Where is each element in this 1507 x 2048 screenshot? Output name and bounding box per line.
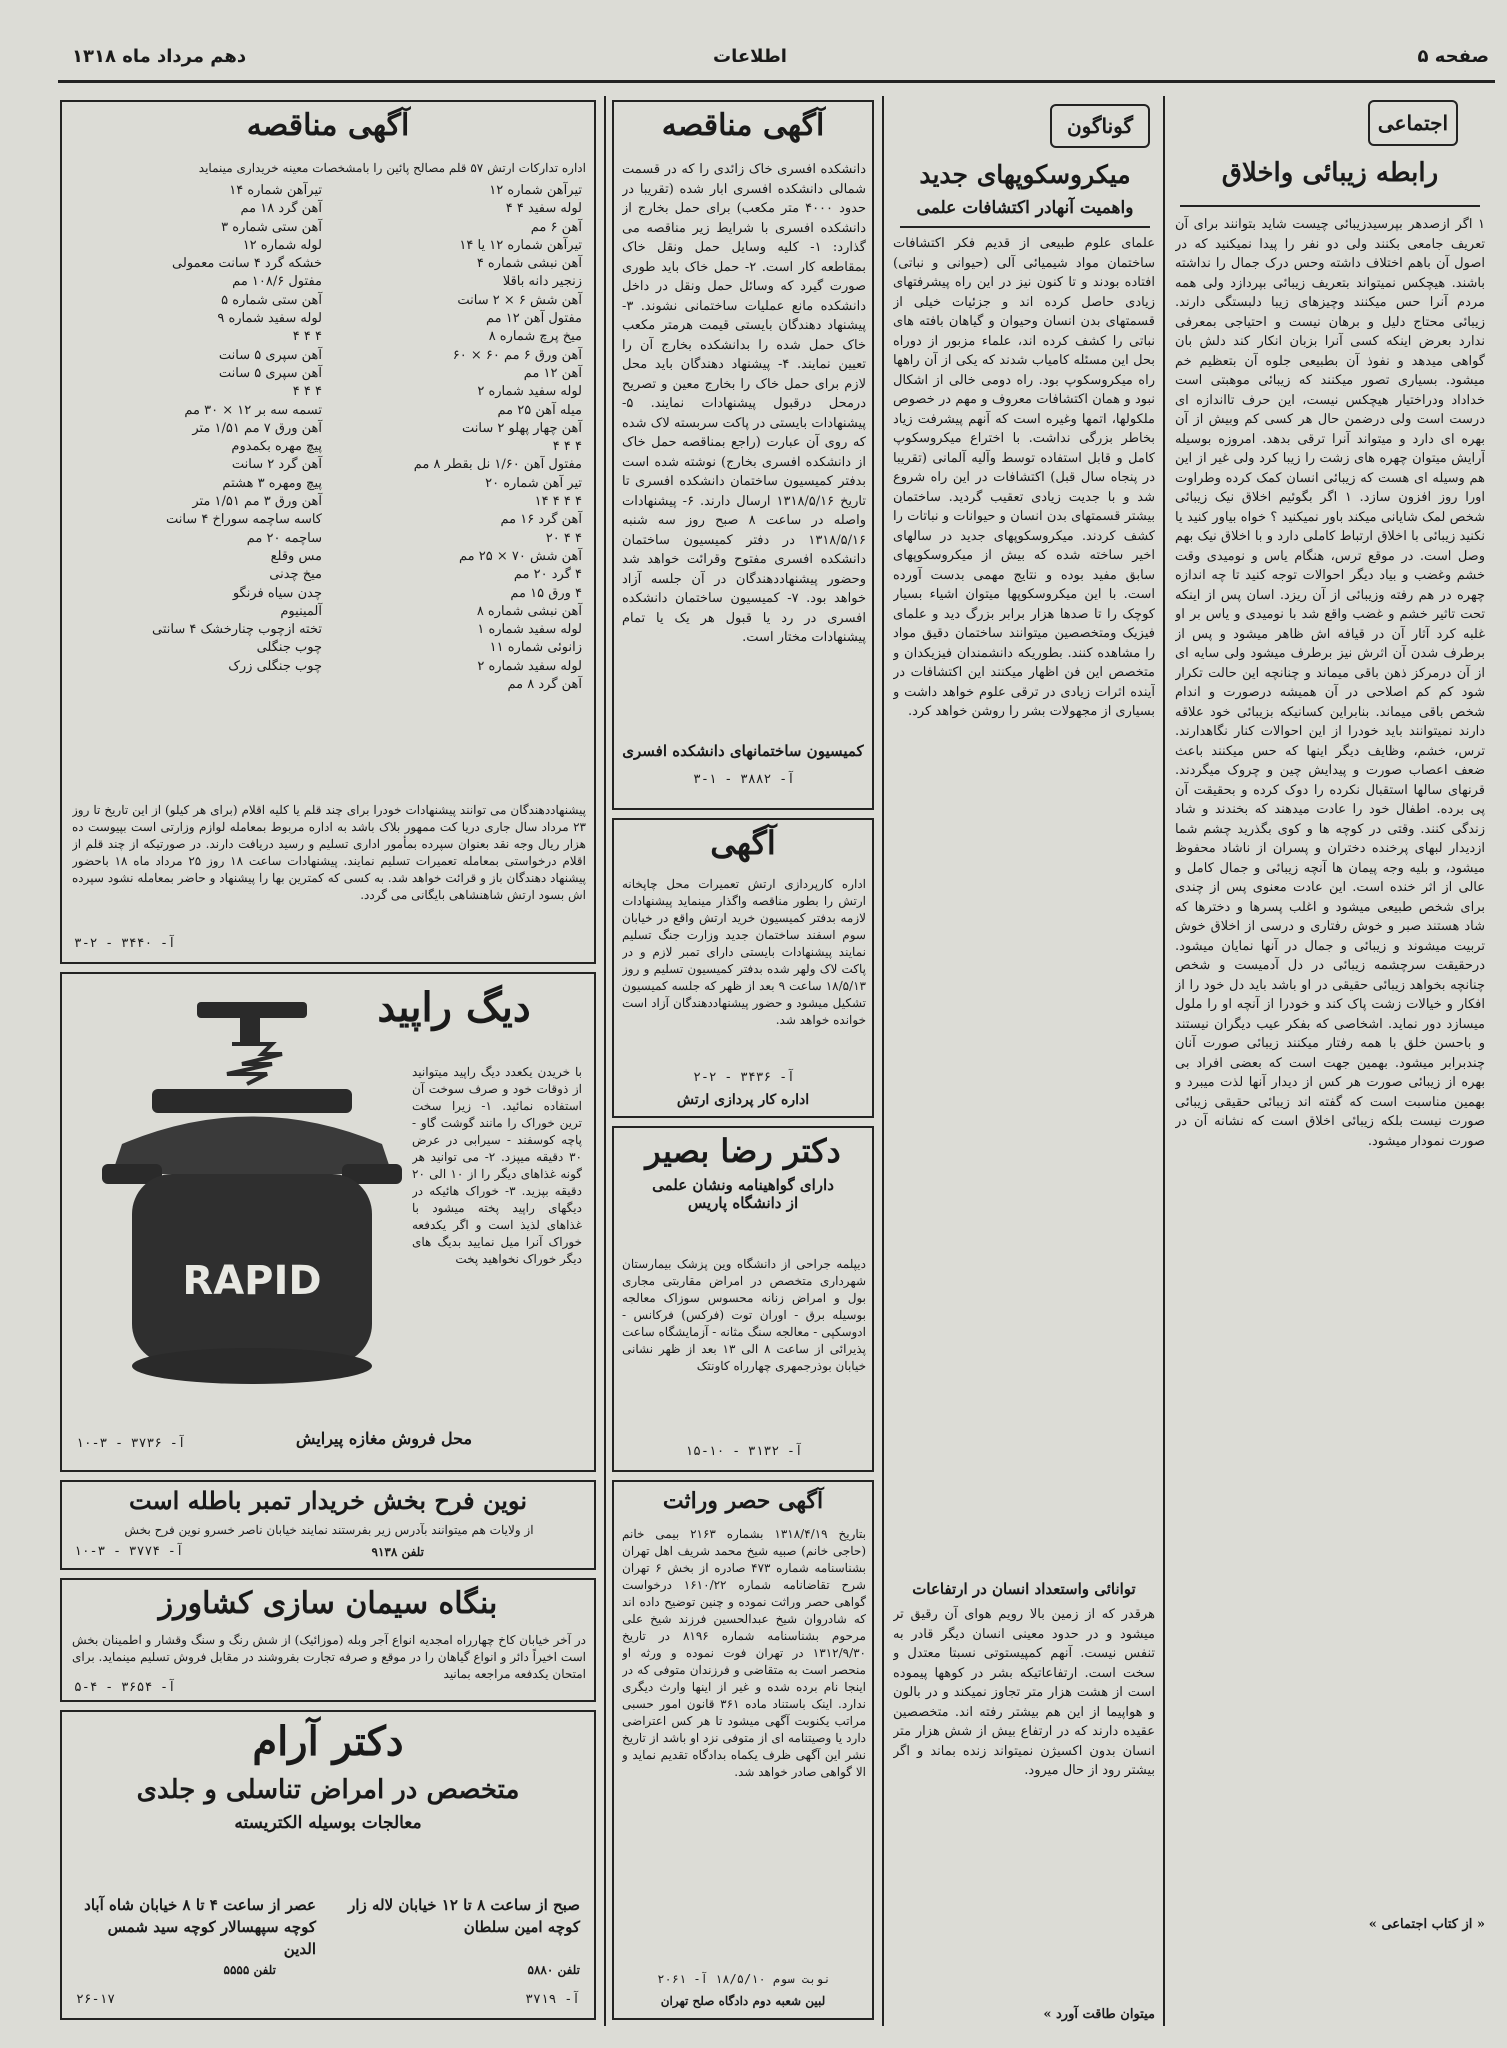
ad-body: پیشنهاددهندگان می توانند پیشنهادات خودرا برای چند قلم یا کلیه اقلام (برای هر کیلو) از این تاریخ تا روز ۲۳ مرداد سال جاری دریا کت ممهور بلاک باشد به اداره مربوط بمعامله لوازم وزارتی است بپیوست ده هزار ریال وجه نقد بعنوان سپرده بمأمور اداری تسلیم و رسید دریافت دارند. در صورتیکه از چند قلم از اقلام درخواستی بمعامله تعمیرات تسلیم نمایند. پیشنهادات ساعت ۱۸ روز ۲۵ مرداد ماه ۱۸ باحضور پیشنهاد دهندگان باز و قرائت خواهد شد. به کسی که کمترین بها را پیشنهاد و حاضر بمعامله نشود سپرده اش بسود ارتش شاهنشاهی بایگانی می گردد. (72, 803, 586, 902)
list-item: زنجیر دانه باقلا (502, 274, 582, 290)
list-item: میخ پرچ شماره ۸ (488, 329, 582, 345)
hours-morning: صبح از ساعت ۸ تا ۱۲ خیابان لاله زار کوچه امین سلطان (348, 1896, 580, 1936)
ad-body: بتاریخ ۱۳۱۸/۴/۱۹ بشماره ۲۱۶۳ بیمی خانم (حاجی خانم) صبیه شیخ محمد شریف اهل تهران بشناسنامه شماره ۴۷۳ صادره از بخش ۶ تهران شرح تقاضانامه شماره ۱۶۱۰/۲۲ درخواست گواهی حصر وراثت نموده و چنین توضیح داده اند که شادروان شیخ عبدالحسین فرزند شیخ علی مرحوم بشناسنامه شماره ۸۱۹۶ در تاریخ ۱۳۱۲/۹/۳۰ در تهران فوت نموده و ورثه او منحصر است به متقاضی و فرزندان متوفی که در اینجا نام برده شده و غیر از اینها وارث دیگری ندارد. اینک باستناد ماده ۳۶۱ قانون امور حسبی مراتب یکنوبت آگهی میشود تا هر کس اعتراضی دارد یا وصیتنامه ای از متوفی نزد او باشد از تاریخ نشر این آگهی ظرف یکماه بدادگاه تقدیم نماید و الا گواهی صادر خواهد شد. (622, 1527, 866, 1779)
list-item: تیرآهن شماره ۱۲ (489, 183, 582, 198)
tender-ad-box (612, 100, 874, 810)
ad-body: با خریدن یکعدد دیگ راپید میتوانید از ذوقات خود و صرف سوخت آن استفاده نمائید. ۱- زیرا سخت ترین خوراک را مانند گوشت گاو - پاچه کوسفند - سیرابی در عرض ۳۰ دقیقه میپزد. ۲- می توانید هر گونه غذاهای دیگر را از ۱۰ الی ۲۰ دقیقه بپزید. ۳- خوراک هائیکه در دیگهای راپید پخته میشود با غذاهای لذیذ است و اگر یکدفعه خوراک آنرا میل نمایید بدیگ های دیگر خوراک نخواهید پخت (412, 1065, 582, 1266)
header-rule (58, 80, 1495, 83)
ad-code: آ- ۳۱۳۲ - ۱۰-۱۵ (685, 1444, 803, 1459)
doctor-ad-box (60, 1710, 596, 2020)
section-badge: اجتماعی (1368, 100, 1458, 146)
list-item: آهن شش ۷۰ × ۲۵ مم (459, 548, 582, 564)
list-item: آهن گرد ۲ سانت (231, 457, 322, 473)
list-item: ۴ ۴ ۴ (552, 439, 582, 455)
list-item: آلمینیوم (280, 603, 322, 619)
ad-code: آ- ۳۷۷۴ - ۳-۱۰ (74, 1544, 184, 1559)
list-item: ۴ گرد ۲۰ مم (513, 567, 582, 583)
ad-body: از ولایات هم میتوانند بآدرس زیر بفرستند نمایند خیابان ناصر خسرو نوین فرح بخش (124, 1523, 534, 1537)
sales-location: محل فروش مغازه پیرایش (295, 1429, 473, 1448)
list-item: آهن نبشی شماره ۴ (476, 256, 582, 272)
list-item: مفتول آهن ۱۲ مم (486, 311, 582, 327)
ad-code: آ- ۳۴۴۰ - ۲-۳ (74, 936, 176, 951)
list-item: آهن ورق ۳ مم ۱/۵۱ متر (192, 494, 322, 510)
ad-title: آگهی (710, 824, 776, 862)
doctor-name: دکتر رضا بصیر (645, 1132, 841, 1170)
list-item: آهن چهار پهلو ۲ سانت (461, 420, 582, 436)
list-item: تسمه سه بر ۱۲ × ۳۰ مم (184, 402, 322, 418)
doctor-name: دکتر آرام (252, 1718, 404, 1765)
ad-body: اداره کارپردازی ارتش تعمیرات محل چاپخانه ارتش را بطور مناقصه واگذار مینماید پیشنهادات لازمه بدفتر کمیسیون خرید ارتش واقع در خیابان سوم اسفند ساختمان جدید وزارت جنگ تسلیم نمایند پیشنهادات بایستی دارای تمبر لازم و در پاکت لاک ولهر شده بدفتر کمیسیون تسلیم و روز ۱۸/۵/۱۳ ساعت ۹ بعد از ظهر که جلسه کمیسیون تشکیل میشود و حضور پیشنهاددهندگان آزاد است خوانده خواهد شد. (622, 877, 866, 1027)
cement-ad-box (60, 1578, 596, 1702)
doctor-treatment: معالجات بوسیله الکتریسته (234, 1813, 422, 1833)
hours-evening: عصر از ساعت ۴ تا ۸ خیابان شاه آباد کوچه سپهسالار کوچه سید شمس الدین (84, 1896, 316, 1958)
ad-title: نوین فرح بخش خریدار تمبر باطله است (128, 1486, 528, 1515)
title-rule (900, 226, 1150, 228)
list-item: تیر آهن شماره ۲۰ (485, 475, 582, 491)
ad-code: آ- ۳۷۳۶ - ۳-۱۰ (76, 1436, 186, 1451)
ad-code: آ- ۳۴۳۶ - ۲-۲ (693, 1070, 795, 1085)
list-item: زانوئی شماره ۱۱ (489, 640, 582, 656)
list-item: مس وقلع (270, 548, 322, 564)
ad-code: آ- ۳۷۱۹ (525, 1992, 580, 2007)
list-item: تیرآهن شماره ۱۴ (229, 183, 322, 198)
ad-title: دیگ راپید (377, 984, 531, 1031)
list-item: آهن ورق ۶ مم ۶۰ × ۶۰ (452, 347, 582, 363)
list-item: آهن ستی شماره ۵ (221, 292, 322, 308)
issue-date: دهم مرداد ماه ۱۳۱۸ (72, 46, 247, 67)
list-item: آهن ورق ۷ مم ۱/۵۱ متر (192, 420, 322, 436)
article-title: میکروسکوپهای جدید (919, 160, 1131, 189)
ad-phone: تلفن ۹۱۳۸ (371, 1545, 424, 1559)
stamp-buyer-ad-box (60, 1480, 596, 1570)
tender-ad-box (60, 100, 596, 964)
list-item: ۴ ۴ ۴ (292, 329, 322, 345)
doctor-university: از دانشگاه پاریس (687, 1194, 799, 1212)
list-item: آهن ۱۲ مم (523, 365, 582, 381)
list-item: خشکه گرد ۴ سانت معمولی (172, 256, 322, 272)
list-item: لوله سفید شماره ۹ (217, 311, 322, 327)
ad-title: بنگاه سیمان سازی کشاورز (158, 1586, 498, 1621)
column-divider (882, 96, 884, 2026)
list-item: مفتول آهن ۱/۶۰ نل بقطر ۸ مم (413, 457, 582, 473)
article-source: « از کتاب اجتماعی » (1368, 1917, 1485, 1932)
list-item: لوله سفید شماره ۲ (477, 658, 582, 674)
list-item: ۴ ورق ۱۵ مم (510, 585, 582, 601)
list-item: آهن سپری ۵ سانت (218, 347, 322, 363)
list-item: ۴ ۴ ۲۰ (545, 530, 582, 546)
ad-title: آگهی مناقصه (661, 108, 825, 143)
items-list-left (72, 182, 322, 676)
brand-label: RAPID (182, 1258, 322, 1304)
doctor-specialty: متخصص در امراض تناسلی و جلدی (136, 1775, 520, 1805)
ad-body: در آخر خیابان کاخ چهارراه امجدیه انواع آجر وبله (موزائیک) از شش رنگ و سنگ وقشار و اطمینان بخش است اخیراً دائر و انواع گیاهان را در موقع و صرفه تجارت بفروشند در مقابل فروش تسلیم مینماید. برای امتحان یکدفعه مراجعه بمانید (72, 1633, 586, 1681)
list-item: لوله سفید ۴ ۴ (505, 201, 582, 217)
article-subhead: توانائی واستعداد انسان در ارتفاعات (912, 1580, 1136, 1598)
items-list-right (332, 182, 582, 694)
pressure-cooker-image (92, 994, 412, 1414)
column-divider (1163, 96, 1165, 2026)
list-item: میله آهن ۲۵ مم (497, 402, 582, 418)
list-item: آهن گرد ۱۸ مم (240, 201, 322, 217)
newspaper-name: اطلاعات (713, 46, 787, 67)
list-item: آهن گرد ۸ مم (507, 677, 582, 693)
ad-body: دیپلمه جراحی از دانشگاه وین پزشک بیمارستان شهرداری متخصص در امراض مقاربتی مجاری بول و امراض زنانه محسوس سوزاک معالجه بوسیله برق - اوران توت (فرکس) فرکانس - ادوسکپی - معالجه سنگ مثانه - آزمایشگاه ساعت پذیرائی از ساعت ۸ الی ۱۳ بعد از ظهر نشانی خیابان بوذرجمهری چهارراه کاونتک (622, 1257, 866, 1373)
list-item: آهن شش ۶ × ۲ سانت (457, 292, 582, 308)
article-body: هرقدر که از زمین بالا رویم هوای آن رقیق تر میشود و در حدود معینی انسان دیگر قادر به تنفس نیست. آنهم کمپیستوتی نسبتا معتدل و سخت است. ارتفاعاتیکه بشر در کوهها پیموده است از هشت هزار متر تجاوز نمیکند و در بالون و هواپیما از این هم بیشتر رفته اند. متخصصین عقیده دارند که در ارتفاع بیش از شش هزار متر انسان بدون اکسیژن نمیتواند زنده بماند و اگر بیشتر رود از حال میرود. (893, 1607, 1155, 1778)
list-item: لوله سفید شماره ۲ (477, 384, 582, 400)
list-item: پیچ ومهره ۳ هشتم (222, 475, 322, 491)
inheritance-ad-box (612, 1480, 874, 2020)
list-item: مفتول ۱۰۸/۶ مم (232, 274, 322, 290)
section-badge: گوناگون (1050, 104, 1150, 148)
list-item: میخ چدنی (269, 567, 322, 583)
ad-court: لبین شعبه دوم دادگاه صلح تهران (660, 1994, 826, 2008)
list-item: آهن سپری ۵ سانت (218, 365, 322, 381)
phone-morning: تلفن ۵۸۸۰ (527, 1963, 580, 1977)
list-item: آهن ستی شماره ۳ (221, 219, 322, 235)
list-item: تیرآهن شماره ۱۲ یا ۱۴ (459, 237, 582, 253)
list-item: ساچمه ۲۰ مم (246, 530, 322, 546)
column-divider (604, 96, 606, 2026)
list-item: کاسه ساچمه سوراخ ۴ سانت (165, 512, 322, 528)
list-item: تخته ازچوب چنارخشک ۴ سانتی (151, 622, 322, 638)
article-title: رابطه زیبائی واخلاق (1221, 158, 1439, 188)
ad-code: آ- ۳۸۸۲ - ۱-۳ (693, 772, 795, 787)
list-item: آهن گرد ۱۶ مم (500, 512, 582, 528)
list-item: چوب جنگلی (256, 640, 322, 656)
doctor-ad-box (612, 1126, 874, 1472)
list-item: لوله سفید شماره ۱ (477, 622, 582, 638)
list-item: چوب جنگلی زرک (228, 658, 322, 674)
phone-evening: تلفن ۵۵۵۵ (223, 1963, 276, 1977)
ad-code: ۲۶-۱۷ (76, 1992, 116, 2007)
ad-signature: کمیسیون ساختمانهای دانشکده افسری (622, 742, 864, 760)
list-item: ۴ ۴ ۴ ۱۴ (534, 494, 582, 510)
ad-title: آگهی مناقصه (246, 108, 410, 143)
list-item: آهن ۶ مم (530, 219, 582, 235)
rapid-ad-box (60, 972, 596, 1472)
list-item: چدن سیاه فرنگو (232, 585, 322, 601)
ad-signature: اداره کار پردازی ارتش (676, 1092, 810, 1108)
list-item: پیچ مهره بکمدوم (231, 439, 322, 455)
ad-body: دانشکده افسری خاک زائدی را که در قسمت شمالی دانشکده افسری ابار شده (تقریبا در حدود ۴۰۰۰ متر مکعب) برای حمل بخارج از دانشکده افسری با شرایط زیر مناقصه می گذارد: ۱- کلیه وسایل حمل ونقل خاک بمقاطعه کار است. ۲- حمل خاک باید طوری صورت گیرد که وسائل حمل ونقل در داخل دانشکده مانع عملیات ساختمانی نشوند. ۳- پیشنهاد دهندگان بایستی قیمت هرمتر مکعب خاک حمل شده را بدانشکده بخارج آن را تعیین نمایند. ۴- پیشنهاد دهندگان باید محل لازم برای حمل خاک را بخارج معین و تصریح درمحل درقبول پیشنهادات نمایند. ۵- پیشنهادات بایستی در پاکت سربسته لاک شده که روی آن عبارت (راجع بمناقصه حمل خاک از دانشکده افسری بخارج) نوشته شده است بدفتر کمیسیون ساختمان دانشکده افسری تا تاریخ ۱۳۱۸/۵/۱۶ ارسال دارند. ۶- پیشنهادات واصله در ساعت ۸ صبح روز سه شنبه ۱۳۱۸/۵/۱۶ در دفتر کمیسیون ساختمان دانشکده افسری مفتوح وقرائت خواهد شد وحضور پیشنهاددهندگان در آن جلسه آزاد خواهد بود. ۷- کمیسیون ساختمان دانشکده افسری در رد یا قبول هر یک یا تمام پیشنهادات مختار است. (622, 162, 866, 645)
ad-intro: اداره تدارکات ارتش ۵۷ قلم مصالح پائین را بامشخصات معینه خریداری مینماید (198, 161, 586, 175)
title-rule (1180, 205, 1480, 207)
list-item: ۴ ۴ ۴ (292, 384, 322, 400)
article-body: علمای علوم طبیعی از قدیم فکر اکتشافات ساختمان مواد شیمیائی آلی (حیوانی و نباتی) افتاده بودند و تا کنون نیز در این راه پیشرفتهای زیادی حاصل کرده اند و جزئیات خیلی از قسمتهای بدن انسان وحیوان و گیاهان بافته های نباتی را کشف کرده اند، علماء مزبور از دوراه بحل این مسئله کامیاب شدند که یکی از آن راهها راه میکروسکوپ بود. راه دومی خالی از اشکال نبود و همان اکتشافات معروف و مهم در خصوص ملکولها، اتمها وغیره است که آنهم پیشرفت زیاد بخاطر بزرگی نداشت. با اختراع میکروسکوپ کامل و قابل استفاده توسط وآلیه آلمانی (تقریبا در پنجاه سال قبل) اکتشافات در این راه شروع شد و با جدیت زیادی تعقیب گردید. ساختمان بیشتر قسمتهای بدن انسان و حیوانات و نباتات را کشف کردند. میکروسکوپهای جدید در سالهای اخیر ساخته شده که بیش از میکروسکوپهای سابق مفید بوده و نتایج مهمی بدست آورده است. با این میکروسکوپها میتوان اشیاء بسیار کوچک را تا صدها هزار برابر بزرگ دید و علمای فیزیک ومتخصصین میتوانند ساختمان دقیق مواد را مشاهده کنند. بطوریکه دانشمندان فیزیکدان و متخصص این فن اظهار میکنند این اکتشافات در آینده اثرات زیادی در ترقی علوم خواهد داشت و بسیاری از مجهولات بشر را روشن خواهد کرد. (893, 236, 1155, 719)
page-number: صفحه ۵ (1417, 46, 1489, 67)
ad-code: آ- ۳۶۵۴ - ۴-۵ (74, 1680, 176, 1695)
ad-title: آگهی حصر وراثت (662, 1488, 824, 1514)
list-item: آهن نبشی شماره ۸ (476, 603, 582, 619)
ad-code: نوبت سوم ۱۸/۵/۱۰ آ- ۲۰۶۱ (657, 1972, 831, 1986)
article-continued: میتوان طاقت آورد » (1043, 2007, 1155, 2022)
list-item: لوله شماره ۱۲ (242, 237, 322, 253)
article-body: ۱ اگر ازصدهر بپرسیدزیبائی چیست شاید بتوانند برای آن تعریف جامعی بکنند ولی دو نفر را پیدا نمیکنید که در اصول آن باهم اختلاف داشته وحس درک جمال را نداشته باشند. هیچکس نمیتواند بتعریف زیبائی بپردازد ولی همه مردم آنرا حس میکنند وچیزهای زیبا دلبستگی دارند. زیبائی محتاج دلیل و برهان نیست و احتیاجی بمعرفی ندارد بعرض اینکه کسی آنرا بزبان انکار کند دلش بان گواهی میدهد و نفوذ آن بطبیعی جلوه آن بتعظیم خم میشود. بسیاری تصور میکنند که زیبائی موهبتی است خداداد ودراختیار هیچکس نیست، این حرف تااندازه ای درست است ولی درضمن حال هر کسی کم وبیش از آن بهره ای دارد و میتواند آنرا ترقی بدهد. امروزه بوسیله آرایش میتوان چهره های زشت را زیبا کرد ولی غیر از این هم وسیله ای هست که زیبائی انسان کمک کرده وطراوت اورا روز افزون سازد. ۱ اگر بگوئیم اخلاق نیک زیبائی شخص لمک شایانی میکند باور نمیکنید ؟ خواه بیاور کنید یا نکنید زیبائی با اخلاق ارتباط کاملی دارد و با اخلاق نیک بهم وصل است. در موقع ترس، هنگام یاس و نومیدی وقت خشم وغضب و بیاد دیگر احوالات توجه کنید تا چه اندازه چهره در هم رفته وزیبائی از آن ریزد. اسان پس از اینکه تحت تاثیر خشم و غضب واقع شد با نومیدی و یاس بر او غلبه کرد آثار آن در قیافه اش ظاهر میشود و پس از برطرف شدن آن اثرش نیز برطرف میشود ولی سایه ای از آن درمرکز ذهن باقی میماند و چنانچه این حالت تکرار شود کم کم اصلاحی در آن همیشه درصورت و اندام شخص باقی میماند. بنابراین کسانیکه بزیبائی خود علاقه دارند نمیتوانند باید خودرا از این احوالات کنار نگاهدارند. ترس، خشم، وظایف دیگر اینها که حس میکنند باعث ضعف اعصاب صورت و پیدایش چین و چروک میگردند. قرنهای سالها استقبال نکرده را دوک کرده و بحقیقت آن پی برده. اطفال خود را عادت میدهند که بخندند و شاد زندگی کنند. وقتی در کوچه ها و کوی بگذرید چشم شما ازدیدار لبهای پرخنده دختران و پسران از ناشاد محفوظ میشود، و بلیه وجه پیمان ها آنچه زیبائی و جمال کامل و عالی از اثر خنده است. این عادت معنوی پس از چندی برای شخص طبیعی میشود و اغلب پسرها و دخترها که شاد هستند صبر و خوش رفتاری و درسی از اخلاق خوش تربیت میشوند و زیبائی و جمال در آنها نمایان میشود. درحقیقت سرچشمه زیبائی در دل آدمیست و شخص چنانچه بخواهد زیبائی حقیقی در او باشد باید دل خود را از افکار و خیالات زشت پاک کند و خودرا از آنچه او را ملول میسازد دور نماید. اشخاصی که بفکر عیب دیگران نیستند و باحسن خلق با همه رفتار میکنند زیبائی صورت آنان چندبرابر میشود. بهمین جهت است که بعضی افراد بی بهره از زیبائی صورت هر کس از دیدار آنها لذت میبرد و بهمین مناسبت است که گفته اند زیبائی حقیقی زیبائی صورت نیست بلکه زیبائی اخلاق است که نشانه آن در صورت نمودار میشود. (1175, 217, 1485, 1149)
doctor-credential: دارای گواهینامه ونشان علمی (652, 1176, 834, 1194)
notice-ad-box (612, 818, 874, 1118)
article-subtitle: واهمیت آنهادر اکتشافات علمی (916, 198, 1134, 218)
